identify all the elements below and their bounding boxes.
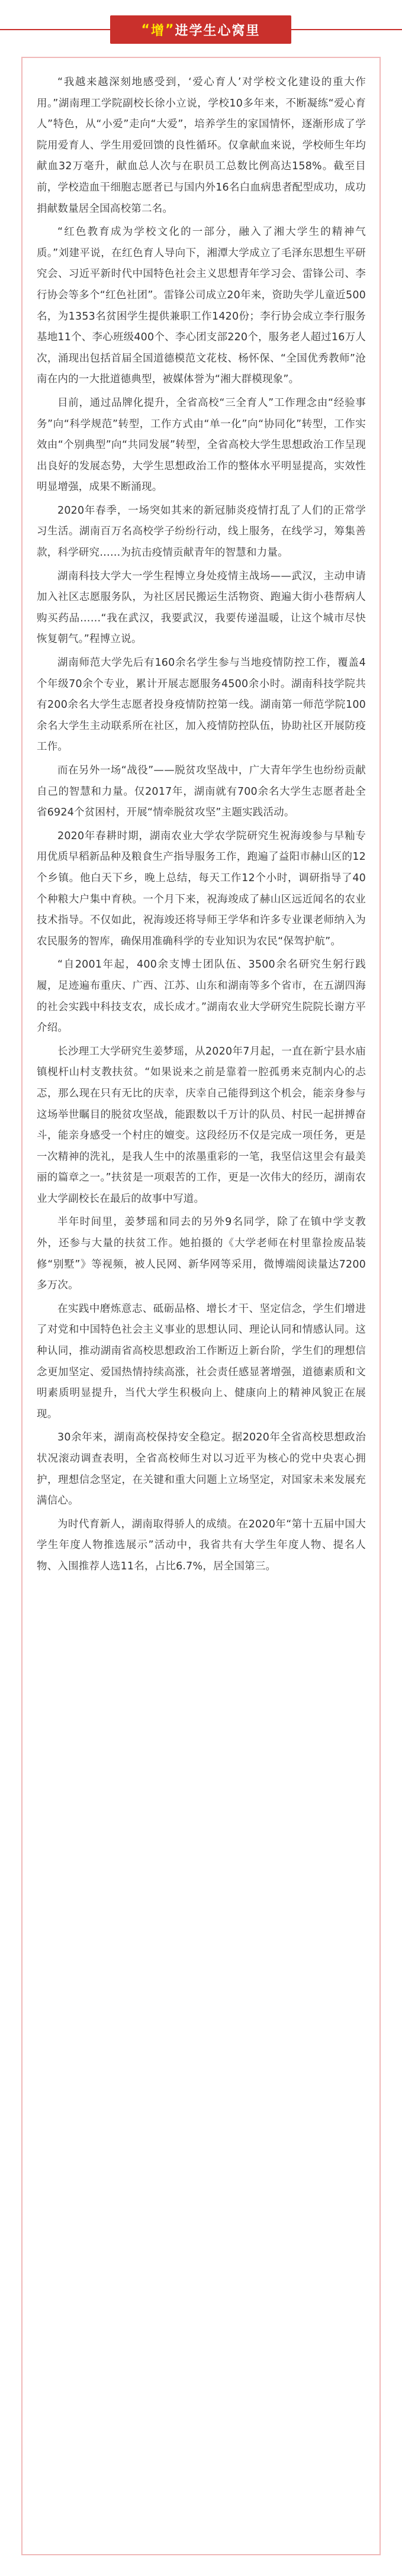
paragraph: “红色教育成为学校文化的一部分，融入了湘大学生的精神气质。”刘建平说，在红色育人导向下，湘潭大学成立了毛泽东思想生平研究会、习近平新时代中国特色社会主义思想青年学习会、雷锋公司、李行协会等多个“红色社团”。雷锋公司成立20年来，资助失学儿童近500名，为1353名贫困学生提供兼职工作1420份；李行协会成立李行服务基地11个、李心班级400个、李心团支部220个，服务老人超过16万人次，涌现出包括首届全国道德模范文花枝、杨怀保、“全国优秀教师”沧南在内的一大批道德典型，被媒体誉为“湘大群模现象”。	[37, 226, 366, 386]
title-highlight: 增	[150, 23, 165, 38]
title-quote-close: ”	[165, 22, 175, 37]
title-quote-open: “	[141, 22, 151, 37]
paragraph: 2020年春季，一场突如其来的新冠肺炎疫情打乱了人们的正常学习生活。湖南百万名高校学子纷纷行动，线上服务，在线学习，筹集善款，科学研究……为抗击疫情贡献青年的智慧和力量。	[37, 504, 366, 559]
paragraph: “我越来越深刻地感受到，‘爱心育人’对学校文化建设的重大作用。”湖南理工学院副校长徐小立说，学校10多年来，不断凝练“爱心育人”特色，从“小爱”走向“大爱”，培养学生的家国情怀，逐渐形成了学院用爱育人、学生用爱回馈的良性循环。仅拿献血来说，学校师生年均献血32万毫升，献血总人次与在职员工总数比例高达158%。截至目前，学校造血干细胞志愿者已与国内外16名白血病患者配型成功，成功捐献数量居全国高校第二名。	[37, 76, 366, 215]
paragraph: 2020年春耕时期，湖南农业大学农学院研究生祝海竣参与早籼专用优质早稻新品种及粮食生产指导服务工作，跑遍了益阳市赫山区的12个乡镇。他白天下乡，晚上总结，每天工作12个小时，调研指导了40个种粮大户集中育秧。一个月下来，祝海竣成了赫山区远近闻名的农业技术指导。不仅如此，祝海竣还将导师王学华和许多专业课老师纳入为农民服务的智库，确保用准确科学的专业知识为农民“保驾护航”。	[37, 830, 366, 947]
paragraph: 为时代育新人，湖南取得骄人的成绩。在2020年“第十五届中国大学生年度人物推选展示”活动中，我省共有大学生年度人物、提名人物、入围推荐人选11名，占比6.7%，居全国第三。	[37, 1518, 366, 1572]
paragraph: 长沙理工大学研究生姜梦瑶，从2020年7月起，一直在新宁县水庙镇枧杆山村支教扶贫。“如果说来之前是靠着一腔孤勇来克制内心的忐忑，那么现在只有无比的庆幸，庆幸自己能得到这个机会，能亲身参与这场举世瞩目的脱贫攻坚战，能跟数以千万计的队员、村民一起拼搏奋斗，能亲身感受一个村庄的嬗变。这段经历不仅是完成一项任务，更是一次精神的洗礼，是我人生中的浓墨重彩的一笔，我坚信这里会有最美丽的篇章之一。”扶贫是一项艰苦的工作，更是一次伟大的经历，湖南农业大学副校长在最后的故事中写道。	[37, 1045, 366, 1205]
section-title-badge	[110, 15, 291, 44]
section-header	[0, 13, 402, 46]
article-body	[37, 72, 366, 1580]
paragraph: 湖南科技大学大一学生程博立身处疫情主战场——武汉，主动申请加入社区志愿服务队，为社区居民搬运生活物资、跑遍大街小巷帮病人购买药品……“我在武汉，我要武汉，我要传递温暖，让这个城市尽快恢复朝气。”程博立说。	[37, 570, 366, 646]
paragraph: 在实践中磨炼意志、砥砺品格、增长才干、坚定信念，学生们增进了对党和中国特色社会主义事业的思想认同、理论认同和情感认同。这种认同，推动湖南省高校思想政治工作断迈上新台阶，学生们的理想信念更加坚定、爱国热情持续高涨，社会责任感显著增强，道德素质和文明素质明显提升，当代大学生积极向上、健康向上的精神风貌正在展现。	[37, 1302, 366, 1420]
paragraph: “自2001年起，400余支博士团队伍、3500余名研究生躬行践履，足迹遍布重庆、广西、江苏、山东和湖南等多个省市，在五湖四海的社会实践中科技支农，成长成才。”湖南农业大学研究生院院长谢方平介绍。	[37, 959, 366, 1034]
paragraph: 半年时间里，姜梦瑶和同去的另外9名同学，除了在镇中学支教外，还参与大量的扶贫工作。她拍摄的《大学老师在村里靠捡废品装修“别墅”》等视频，被人民网、新华网等采用，微博端阅读量达7200多万次。	[37, 1216, 366, 1292]
paragraph: 30余年来，湖南高校保持安全稳定。据2020年全省高校思想政治状况滚动调查表明，全省高校师生对以习近平为核心的党中央衷心拥护，理想信念坚定，在关键和重大问题上立场坚定，对国家未来发展充满信心。	[37, 1432, 366, 1507]
paragraph: 湖南师范大学先后有160余名学生参与当地疫情防控工作，覆盖4个年级70余个专业，累计开展志愿服务4500余小时。湖南科技学院共有200余名大学生志愿者投身疫情防控第一线。湖南第一师范学院100余名大学生主动联系所在社区，加入疫情防控队伍，协助社区开展防疫工作。	[37, 657, 366, 753]
paragraph: 目前，通过品牌化提升，全省高校“三全育人”工作理念由“经验事务”向“科学规范”转型，工作方式由“单一化”向“协同化”转型，工作实效由“个别典型”向“共同发展”转型，全省高校大学生思想政治工作呈现出良好的发展态势，大学生思想政治工作的整体水平明显提高，实效性明显增强，成果不断涌现。	[37, 396, 366, 494]
title-rest: 进学生心窝里	[175, 23, 261, 38]
paragraph: 而在另外一场“战役”——脱贫攻坚战中，广大青年学生也纷纷贡献自己的智慧和力量。仅2017年，湖南就有700余名大学生志愿者赴全省6924个贫困村，开展“情牵脱贫攻坚”主题实践活动。	[37, 765, 366, 819]
